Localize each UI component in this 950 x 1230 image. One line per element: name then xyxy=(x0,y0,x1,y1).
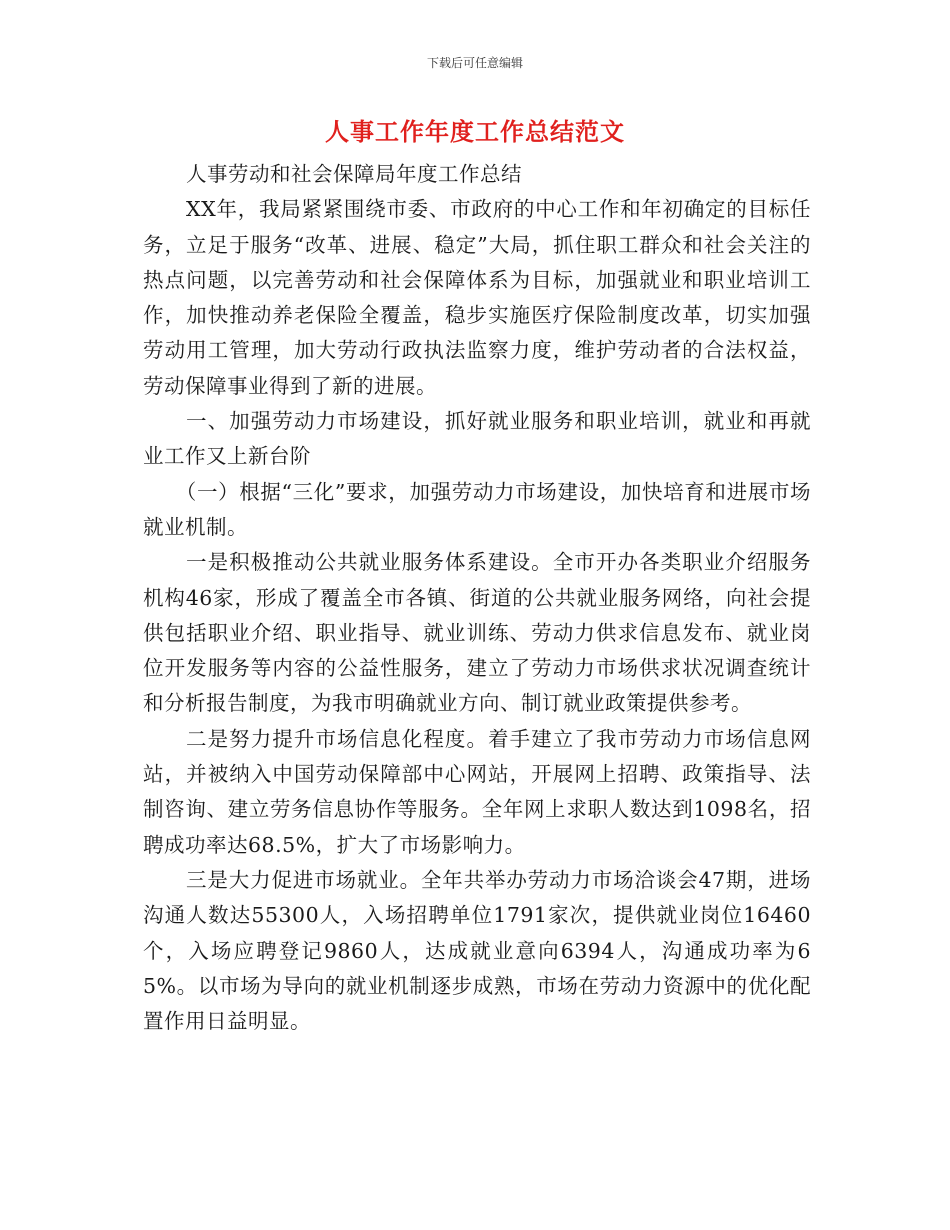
section-heading-1: 一、加强劳动力市场建设，抓好就业服务和职业培训，就业和再就业工作又上新台阶 xyxy=(143,409,811,469)
paragraph-point-3: 三是大力促进市场就业。全年共举办劳动力市场洽谈会47期，进场沟通人数达55300人，入场招聘单位1791家次，提供就业岗位16460个，入场应聘登记9860人，达成就业意向6394人，沟通成功率为65%。以市场为导向的就业机制逐步成熟，市场在劳动力资源中的优化配置作用日益明显。 xyxy=(143,867,811,1034)
paragraph-point-2: 二是努力提升市场信息化程度。着手建立了我市劳动力市场信息网站，并被纳入中国劳动保障部中心网站，开展网上招聘、政策指导、法制咨询、建立劳务信息协作等服务。全年网上求职人数达到1098名，招聘成功率达68.5%，扩大了市场影响力。 xyxy=(143,726,811,857)
subsection-heading-1: （一）根据“三化”要求，加强劳动力市场建设，加快培育和进展市场就业机制。 xyxy=(143,479,811,539)
document-body xyxy=(143,157,811,1039)
document-title: 人事工作年度工作总结范文 xyxy=(325,118,625,146)
paragraph-subtitle: 人事劳动和社会保障局年度工作总结 xyxy=(186,162,523,186)
paragraph-point-1: 一是积极推动公共就业服务体系建设。全市开办各类职业介绍服务机构46家，形成了覆盖全市各镇、街道的公共就业服务网络，向社会提供包括职业介绍、职业指导、就业训练、劳动力供求信息发布、就业岗位开发服务等内容的公益性服务，建立了劳动力市场供求状况调查统计和分析报告制度，为我市明确就业方向、制订就业政策提供参考。 xyxy=(143,550,811,716)
paragraph-intro: XX年，我局紧紧围绕市委、市政府的中心工作和年初确定的目标任务，立足于服务“改革、进展、稳定”大局，抓住职工群众和社会关注的热点问题，以完善劳动和社会保障体系为目标，加强就业和职业培训工作，加快推动养老保险全覆盖，稳步实施医疗保险制度改革，切实加强劳动用工管理，加大劳动行政执法监察力度，维护劳动者的合法权益，劳动保障事业得到了新的进展。 xyxy=(143,197,811,398)
header-note: 下载后可任意编辑 xyxy=(426,56,523,70)
